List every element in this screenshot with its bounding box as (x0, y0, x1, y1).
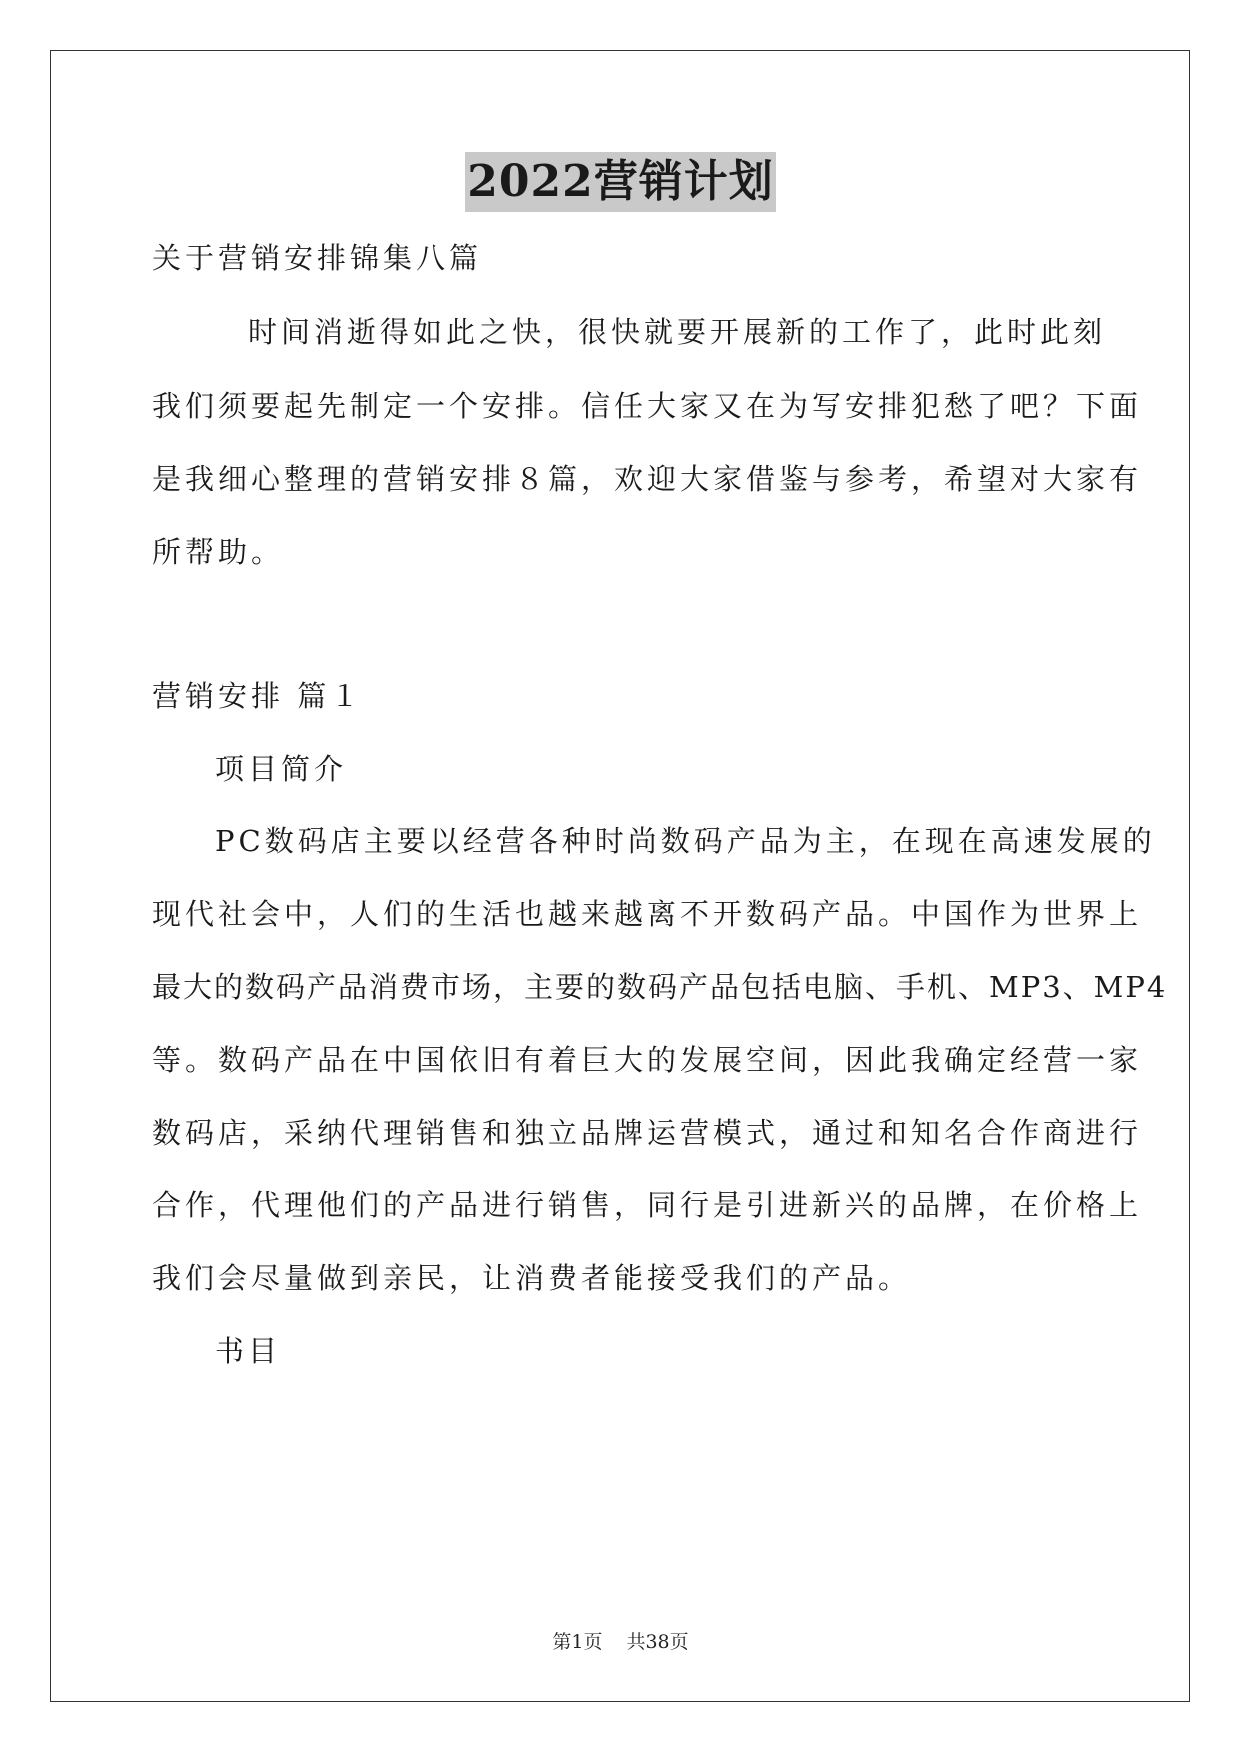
title-container (0, 152, 1241, 212)
body-line-6: 合作，代理他们的产品进行销售，同行是引进新兴的品牌，在价格上 (152, 1188, 1143, 1222)
body-line-3: 最大的数码产品消费市场，主要的数码产品包括电脑、手机、MP3、MP4 (152, 970, 1168, 1004)
document-subtitle: 关于营销安排锦集八篇 (152, 241, 483, 275)
intro-line-1: 时间消逝得如此之快，很快就要开展新的工作了，此时此刻 (248, 315, 1107, 349)
subheading-contents: 书目 (215, 1334, 282, 1368)
subheading-project-intro: 项目简介 (215, 752, 348, 786)
page-border (50, 50, 1190, 1702)
document-title: 2022营销计划 (465, 152, 775, 212)
body-line-7: 我们会尽量做到亲民，让消费者能接受我们的产品。 (152, 1261, 912, 1295)
body-line-2: 现代社会中，人们的生活也越来越离不开数码产品。中国作为世界上 (152, 897, 1143, 931)
page-number: 第1页 (552, 1631, 603, 1653)
body-line-5: 数码店，采纳代理销售和独立品牌运营模式，通过和知名合作商进行 (152, 1116, 1143, 1150)
body-line-4: 等。数码产品在中国依旧有着巨大的发展空间，因此我确定经营一家 (152, 1043, 1143, 1077)
total-pages: 共38页 (626, 1631, 689, 1653)
intro-line-3: 是我细心整理的营销安排８篇，欢迎大家借鉴与参考，希望对大家有 (152, 462, 1143, 496)
intro-line-4: 所帮助。 (152, 535, 285, 569)
section-heading: 营销安排 篇１ (152, 679, 364, 713)
intro-line-2: 我们须要起先制定一个安排。信任大家又在为写安排犯愁了吧？下面 (152, 389, 1143, 423)
body-line-1: PC数码店主要以经营各种时尚数码产品为主，在现在高速发展的 (215, 824, 1156, 858)
page-footer (0, 1630, 1241, 1654)
